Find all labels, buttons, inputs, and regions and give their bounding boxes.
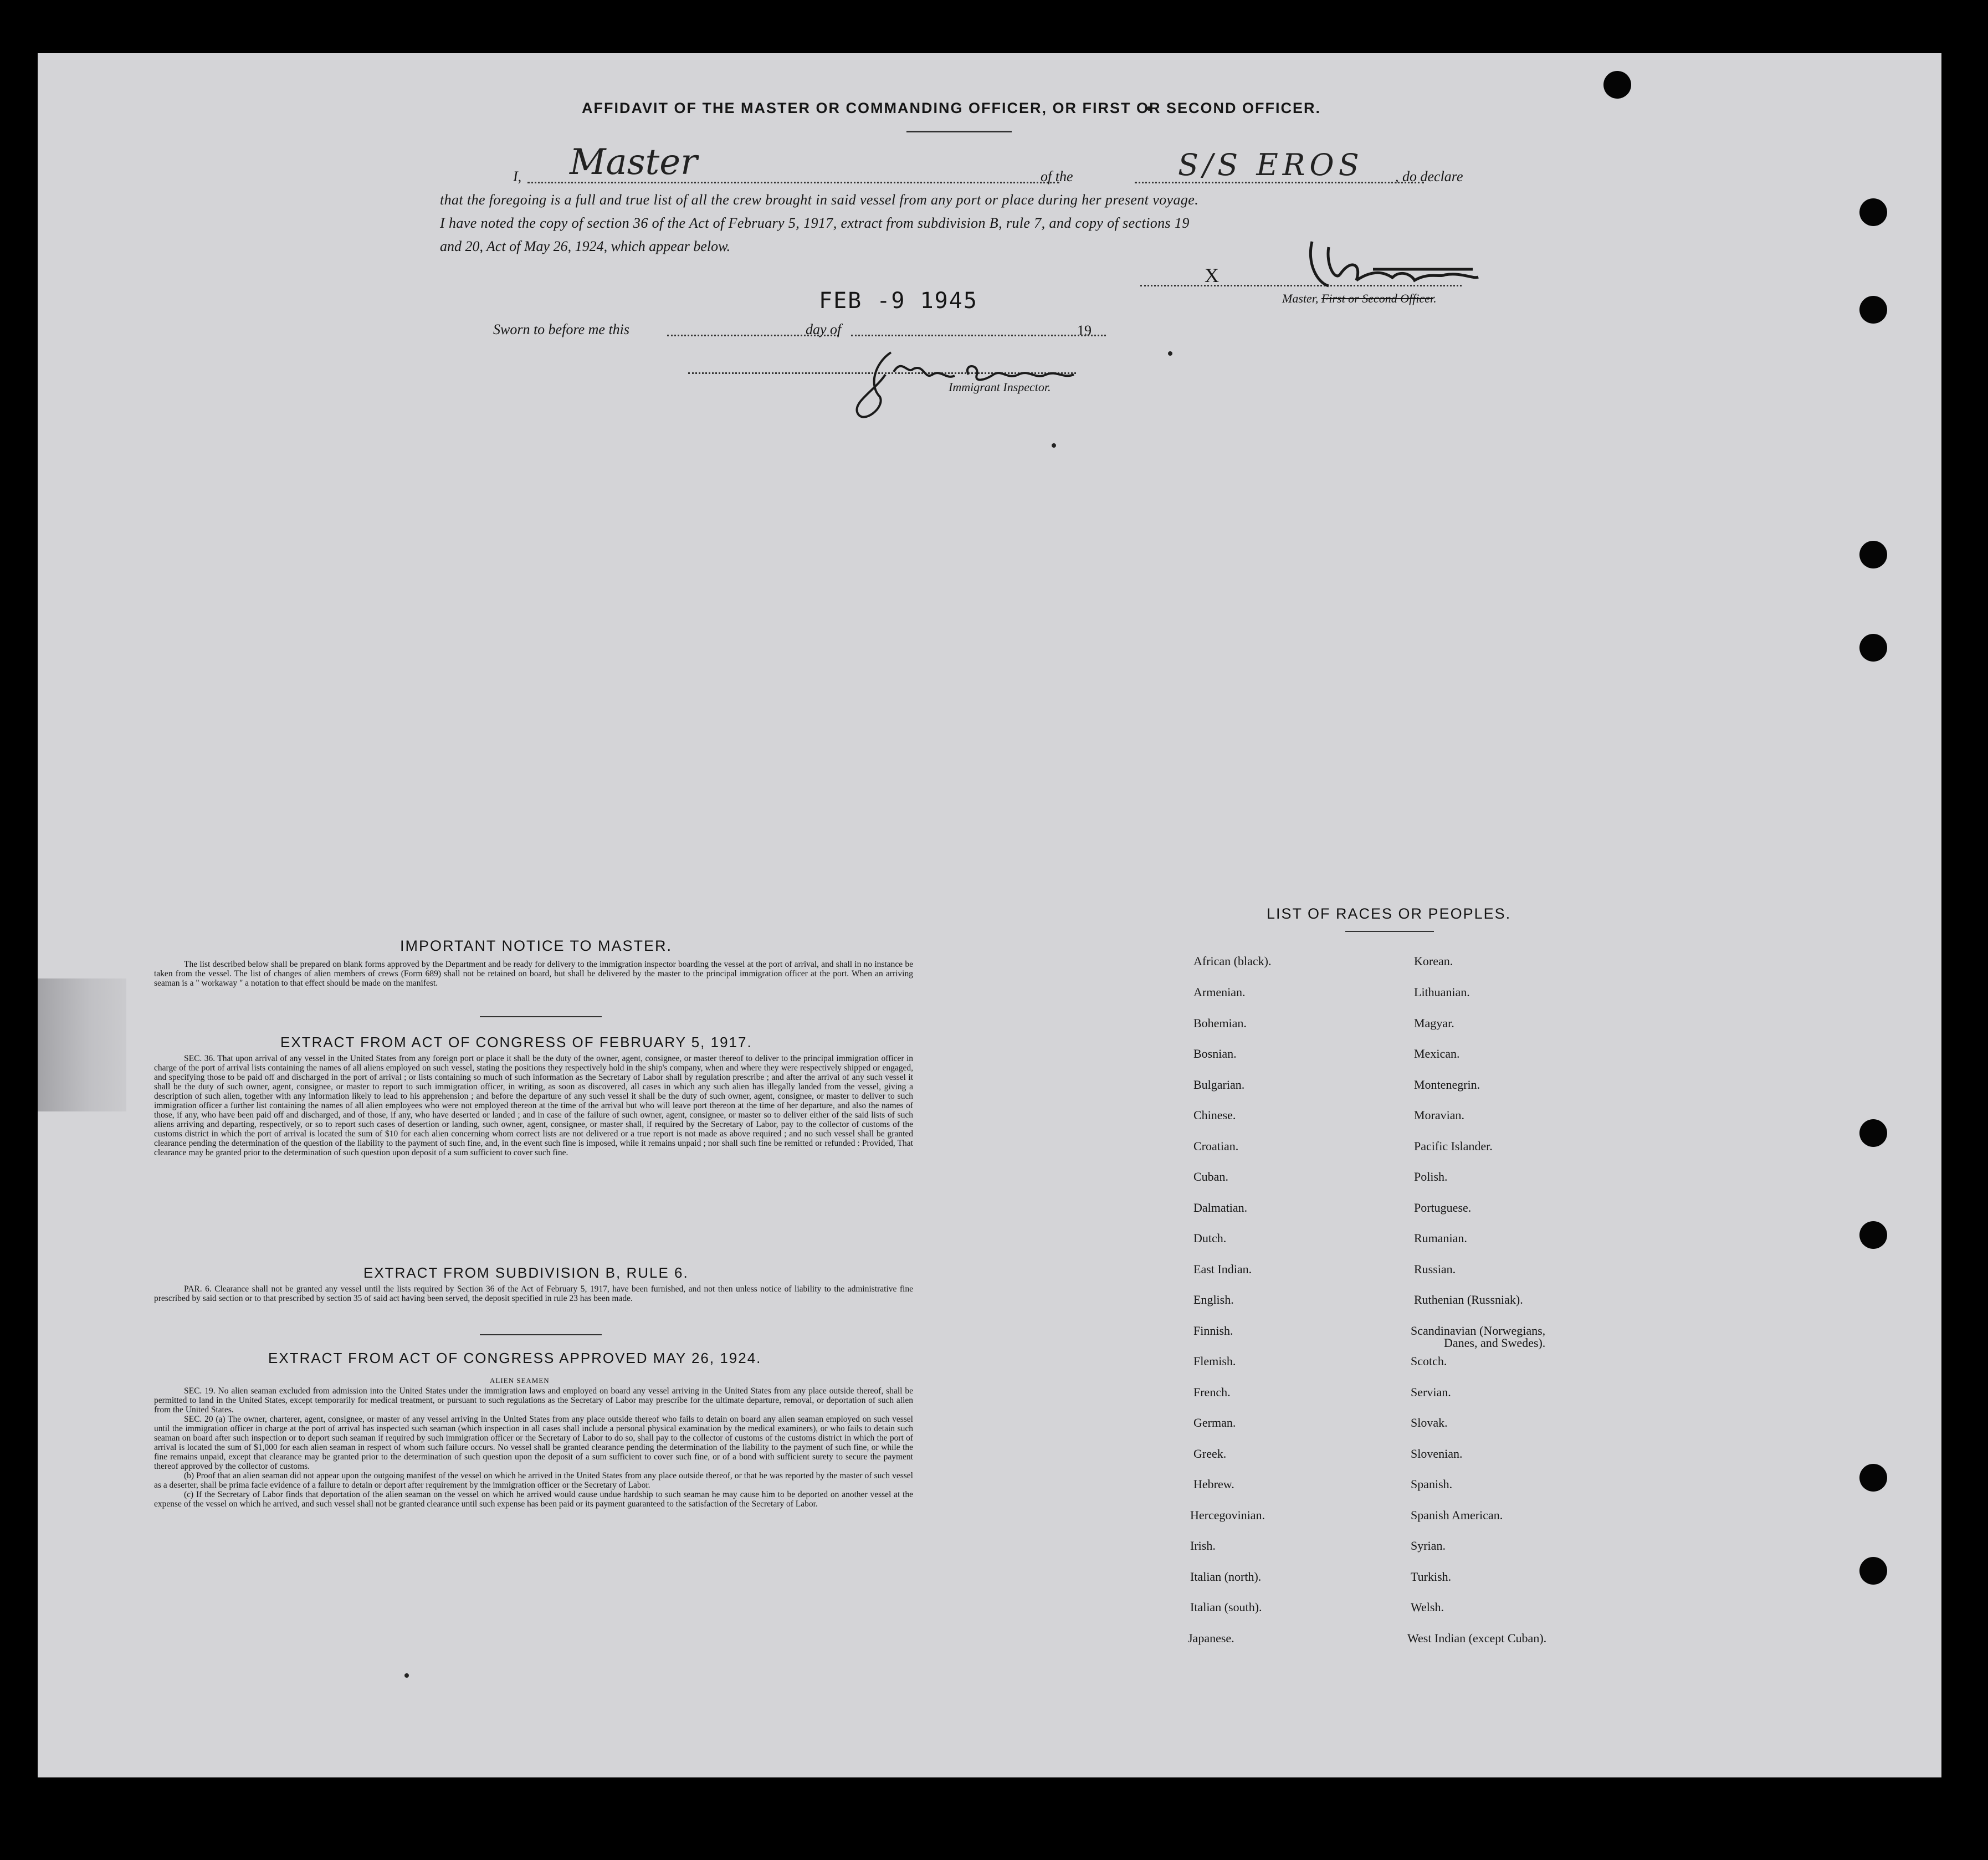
speck — [1052, 443, 1056, 448]
punch-hole — [1859, 634, 1887, 662]
punch-hole — [1859, 1221, 1887, 1249]
punch-hole — [1603, 71, 1631, 99]
divider — [1345, 931, 1434, 932]
i-label: I, — [513, 168, 522, 185]
races-title: LIST OF RACES OR PEOPLES. — [1267, 905, 1512, 922]
extract-1917-paragraph: SEC. 36. That upon arrival of any vessel in the United States from any foreign port or place it shall be the duty of the owner, agent, consignee, or master thereof to deliver to the principal immigration officer in charge of the port of arrival lists containing the names of all aliens employed on such vessel, stating the positions they respectively hold in the ship's company, when and where they were respectively shipped or engaged, and specifying those to be paid off and discharged in the port of arrival ; or lists containing so much of such information as the Secretary of Labor shall by regulation prescribe ; and after the arrival of any such vessel it shall be the duty of such owner, agent, consignee, or master to report to such immigration officer, in writing, as soon as discovered, all cases in which any such alien has illegally landed from the vessel, giving a description of such alien, together with any information likely to lead to his apprehension ; and before the departure of any such vessel it shall be the duty of such owner, agent, consignee, or master to deliver to such immigration officer a further list containing the names of all alien employees who were not employed thereon at the time of the arrival but who will leave port thereon at the time of her departure, and also the names of those, if any, who have been paid off and discharged, and of those, if any, who have deserted or landed ; and in case of the failure of such owner, agent, consignee, or master so to deliver either of the said lists of such aliens arriving and departing, respectively, or so to report such cases of desertion or landing, such owner, agent, consignee, or master shall, if required by the Secretary of Labor, pay to the collector of customs of the customs district in which the port of arrival is located the sum of $10 for each alien concerning whom correct lists are not delivered or a true report is not made as above required ; and no such vessel shall be granted clearance pending the determination of the question of the liability to the payment of such fine, and, in the event such fine is imposed, while it remains unpaid ; nor shall such fine be remitted or refunded : Provided, That clearance may be granted prior to the determination of such question upon deposit of a sum sufficient to cover such fine. — [154, 1054, 913, 1157]
race-right-13-cont: Danes, and Swedes). — [1444, 1336, 1546, 1350]
notice-text — [154, 960, 913, 988]
race-right-17: Slovenian. — [1411, 1447, 1463, 1461]
affidavit-title: AFFIDAVIT OF THE MASTER OR COMMANDING OFFICER, OR FIRST OR SECOND OFFICER. — [582, 100, 1321, 116]
race-left-9: Dalmatian. — [1193, 1201, 1248, 1215]
race-right-20: Syrian. — [1411, 1539, 1446, 1552]
race-left-3: Bohemian. — [1193, 1016, 1247, 1030]
day-of-label: day of — [806, 321, 842, 337]
race-right-21: Turkish. — [1411, 1570, 1452, 1584]
vessel-handwritten: S/S EROS — [1178, 147, 1364, 182]
sec-20a-paragraph: SEC. 20 (a) The owner, charterer, agent, consignee, or master of any vessel arriving in the United States from any place outside thereof who fails to detain on board any alien seaman employed on such vessel until the immigration officer in charge at the port of arrival has inspected such seaman (which inspection in all cases shall include a personal physical examination by the medical examiners), or who fails to detain such seaman on board after such inspection or to deport such seaman if required by such immigration officer or the Secretary of Labor to do so, shall pay to the collector of customs of the customs district in which the port of arrival is located the sum of $1,000 for each alien seaman in respect of whom such failure occurs. No vessel shall be granted clearance pending the determination of the liability to the payment of such fine, or while the fine remains unpaid, except that clearance may be granted prior to the determination of such question upon the deposit of a sum sufficient to cover such fine, or of a bond with sufficient surety to secure the payment thereof approved by the collector of customs. — [154, 1415, 913, 1471]
race-left-5: Bulgarian. — [1193, 1078, 1245, 1092]
caption-suffix: . — [1433, 291, 1437, 305]
race-left-1: African (black). — [1193, 954, 1272, 968]
master-signature — [1295, 230, 1484, 297]
race-right-12: Ruthenian (Russniak). — [1414, 1293, 1523, 1306]
race-right-18: Spanish. — [1411, 1477, 1453, 1491]
notice-paragraph: The list described below shall be prepared on blank forms approved by the Department and be ready for delivery to the immigration inspector boarding the vessel at the port of arrival, and shall in no instance be taken from the vessel. The list of changes of alien members of crews (Form 689) shall not be retained on board, but shall be delivered by the master to the principal immigration officer at the port. When an arriving seaman is a " workaway " a notation to that effect should be made on the manifest. — [154, 960, 913, 988]
subdivision-b-title: EXTRACT FROM SUBDIVISION B, RULE 6. — [363, 1264, 689, 1281]
extract-1917-text — [154, 1054, 913, 1157]
race-right-4: Mexican. — [1414, 1047, 1460, 1060]
race-left-22: Italian (south). — [1190, 1600, 1262, 1614]
race-left-7: Croatian. — [1193, 1139, 1239, 1153]
race-right-2: Lithuanian. — [1414, 985, 1470, 999]
extract-1917-title: EXTRACT FROM ACT OF CONGRESS OF FEBRUARY 5, 1917. — [280, 1034, 752, 1051]
document-page — [38, 53, 1941, 1777]
sec-20b-paragraph: (b) Proof that an alien seaman did not appear upon the outgoing manifest of the vessel on which he arrived in the United States from any place outside thereof, or that he was reported by the master of such vessel as a deserter, shall be prima facie evidence of a failure to detain or deport after requirement by the immigration officer or the Secretary of Labor. — [154, 1471, 913, 1490]
race-left-21: Italian (north). — [1190, 1570, 1262, 1584]
affidavit-line-2: that the foregoing is a full and true list of all the crew brought in said vessel from any port or place during her present voyage. — [440, 192, 1199, 208]
tape-strip — [38, 978, 126, 1111]
race-right-3: Magyar. — [1414, 1016, 1454, 1030]
race-right-5: Montenegrin. — [1414, 1078, 1480, 1092]
extract-1924-text — [154, 1386, 913, 1509]
divider — [480, 1016, 602, 1017]
race-left-15: French. — [1193, 1385, 1231, 1399]
race-left-20: Irish. — [1190, 1539, 1216, 1552]
race-right-15: Servian. — [1411, 1385, 1451, 1399]
race-left-6: Chinese. — [1193, 1108, 1236, 1122]
divider — [906, 131, 1012, 132]
race-left-18: Hebrew. — [1193, 1477, 1234, 1491]
race-left-4: Bosnian. — [1193, 1047, 1237, 1060]
race-left-11: East Indian. — [1193, 1262, 1252, 1276]
subdivision-b-text — [154, 1284, 913, 1303]
punch-hole — [1859, 296, 1887, 324]
do-declare-label: , do declare — [1395, 168, 1463, 185]
year-label: 19 — [1077, 322, 1092, 339]
race-left-14: Flemish. — [1193, 1354, 1236, 1368]
divider — [480, 1334, 602, 1335]
race-right-1: Korean. — [1414, 954, 1453, 968]
race-left-12: English. — [1193, 1293, 1234, 1306]
inspector-title: Immigrant Inspector. — [949, 380, 1051, 394]
race-right-16: Slovak. — [1411, 1416, 1448, 1429]
speck — [404, 1673, 409, 1678]
race-right-9: Portuguese. — [1414, 1201, 1472, 1215]
sworn-label: Sworn to before me this — [493, 321, 630, 337]
race-right-22: Welsh. — [1411, 1600, 1444, 1614]
date-stamp: FEB -9 1945 — [819, 288, 978, 314]
race-right-11: Russian. — [1414, 1262, 1456, 1276]
race-right-8: Polish. — [1414, 1170, 1448, 1183]
race-left-2: Armenian. — [1193, 985, 1246, 999]
race-right-6: Moravian. — [1414, 1108, 1465, 1122]
notice-title: IMPORTANT NOTICE TO MASTER. — [400, 937, 673, 954]
affidavit-line-4: and 20, Act of May 26, 1924, which appear below. — [440, 238, 731, 254]
punch-hole — [1859, 1119, 1887, 1147]
speck — [1168, 351, 1172, 356]
race-left-17: Greek. — [1193, 1447, 1227, 1461]
race-left-19: Hercegovinian. — [1190, 1508, 1265, 1522]
caption-struck: First or Second Officer — [1321, 291, 1434, 305]
race-left-8: Cuban. — [1193, 1170, 1228, 1183]
subdivision-b-paragraph: PAR. 6. Clearance shall not be granted any vessel until the lists required by Section 36 of the Act of February 5, 1917, have been furnished, and not then unless notice of liability to the administrative fine prescribed by said section or to that prescribed by section 35 of said act having been served, the deposit specified in rule 23 has been made. — [154, 1284, 913, 1303]
race-left-13: Finnish. — [1193, 1324, 1233, 1338]
punch-hole — [1859, 198, 1887, 226]
officer-handwritten: Master — [570, 142, 698, 183]
sworn-month-line — [851, 335, 1106, 336]
race-right-13: Scandinavian (Norwegians, — [1411, 1324, 1546, 1338]
race-left-16: German. — [1193, 1416, 1236, 1429]
race-right-7: Pacific Islander. — [1414, 1139, 1493, 1153]
sec-19-paragraph: SEC. 19. No alien seaman excluded from admission into the United States under the immigration laws and employed on board any vessel arriving in the United States from any place outside thereof, shall be permitted to land in the United States, except temporarily for medical treatment, or pursuant to such regulations as the Secretary of Labor may prescribe for the ultimate departure, removal, or deportation of such alien from the United States. — [154, 1386, 913, 1415]
race-left-23: Japanese. — [1188, 1631, 1234, 1645]
race-left-10: Dutch. — [1193, 1231, 1227, 1245]
punch-hole — [1859, 541, 1887, 568]
sec-20c-paragraph: (c) If the Secretary of Labor finds that deportation of the alien seaman on the vessel on which he arrived would cause undue hardship to such seaman he may cause him to be deported on another vessel at the expense of the vessel on which he arrived, and such vessel shall not be granted clearance until such expense has been paid or its payment guaranteed to the satisfaction of the Secretary of Labor. — [154, 1490, 913, 1509]
signature-caption — [1282, 291, 1437, 306]
of-the-label: of the — [1041, 168, 1073, 185]
alien-seamen-subtitle: ALIEN SEAMEN — [490, 1376, 550, 1385]
affidavit-line-3: I have noted the copy of section 36 of the Act of February 5, 1917, extract from subdivision B, rule 7, and copy of sections 19 — [440, 215, 1190, 231]
race-right-10: Rumanian. — [1414, 1231, 1467, 1245]
caption-prefix: Master, — [1282, 291, 1319, 305]
race-right-19: Spanish American. — [1411, 1508, 1503, 1522]
extract-1924-title: EXTRACT FROM ACT OF CONGRESS APPROVED MAY 26, 1924. — [268, 1350, 762, 1366]
punch-hole — [1859, 1557, 1887, 1585]
race-right-23: West Indian (except Cuban). — [1407, 1631, 1547, 1645]
signature-x: X — [1205, 264, 1219, 286]
race-right-14: Scotch. — [1411, 1354, 1447, 1368]
punch-hole — [1859, 1464, 1887, 1492]
